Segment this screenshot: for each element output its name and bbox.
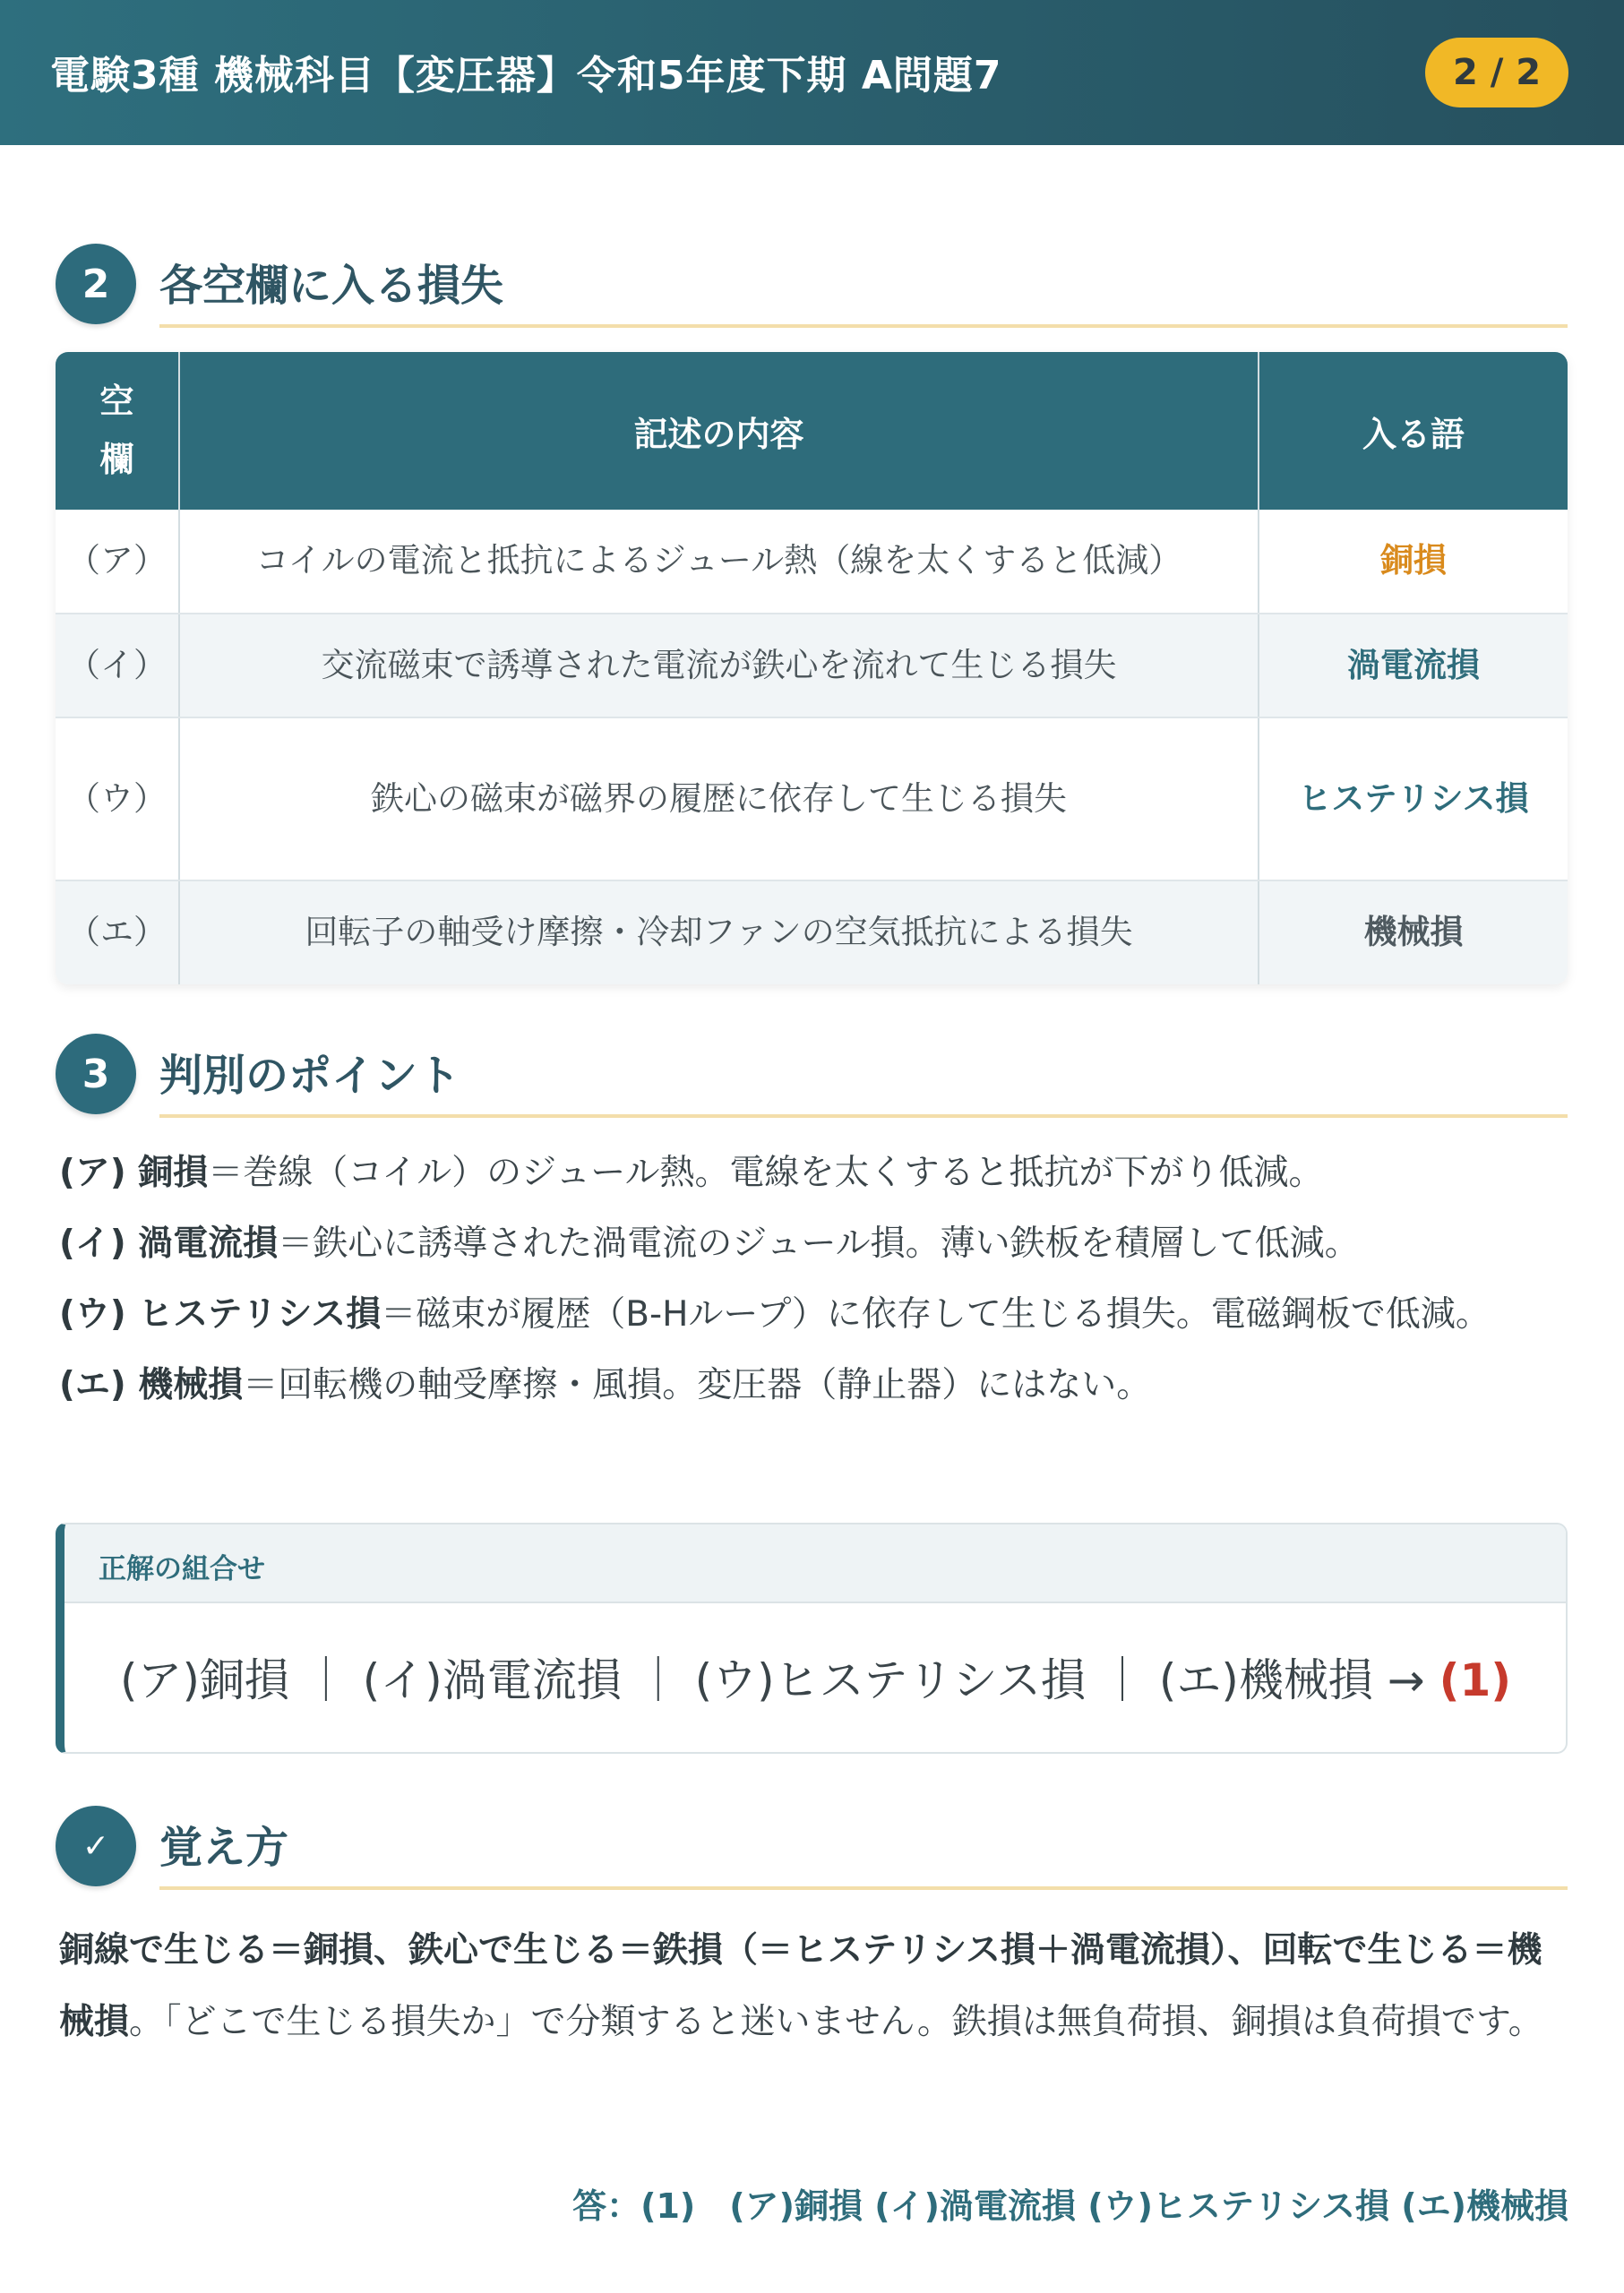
answer-combination-text: (ア)銅損 ｜ (イ)渦電流損 ｜ (ウ)ヒステリシス損 ｜ (エ)機械損 → (120, 1654, 1439, 1706)
point-text: ＝回転機の軸受摩擦・風損。変圧器（静止器）にはない。 (243, 1365, 1152, 1405)
section-title: 判別のポイント (159, 1051, 461, 1101)
point-text: ＝鉄心に誘導された渦電流のジュール損。薄い鉄板を積層して低減。 (278, 1224, 1360, 1264)
point-label: (イ) 渦電流損 (59, 1224, 279, 1264)
table-cell-word: 機械損 (1259, 880, 1568, 984)
list-item (59, 1208, 1573, 1279)
table-cell-description: 交流磁束で誘導された電流が鉄心を流れて生じる損失 (179, 614, 1259, 717)
answer-combination (64, 1603, 1566, 1709)
table-cell-word: 銅損 (1259, 510, 1568, 614)
list-item (59, 1138, 1573, 1208)
column-header-word: 入る語 (1259, 352, 1568, 510)
table-row (56, 717, 1568, 880)
loss-table (56, 352, 1568, 984)
final-answer: 答：(1) (ア)銅損 (イ)渦電流損 (ウ)ヒステリシス損 (エ)機械損 (572, 2186, 1568, 2226)
section-number-badge: 2 (56, 244, 136, 324)
list-item (59, 1350, 1573, 1421)
column-header-blank: 空欄 (56, 352, 179, 510)
check-icon: ✓ (56, 1806, 136, 1886)
list-item (59, 1279, 1573, 1350)
section-divider (159, 324, 1568, 328)
memo-text (59, 1915, 1573, 2058)
memo-bold-text: 銅線で生じる＝銅損、鉄心で生じる＝鉄損（＝ヒステリシス損＋渦電流損）、回転で生じる＝機械損 (59, 1930, 1542, 2042)
table-cell-blank: （エ） (56, 880, 179, 984)
table-cell-word: 渦電流損 (1259, 614, 1568, 717)
page-indicator-badge: 2 / 2 (1425, 38, 1568, 107)
table-header-row (56, 352, 1568, 510)
point-label: (ウ) ヒステリシス損 (59, 1294, 382, 1335)
point-text: ＝巻線（コイル）のジュール熱。電線を太くすると抵抗が下がり低減。 (208, 1153, 1324, 1193)
table-row (56, 510, 1568, 614)
answer-combination-box (56, 1523, 1568, 1754)
header-bar (0, 0, 1624, 145)
memo-heading (56, 1806, 1568, 1895)
memo-plain-text: 。「どこで生じる損失か」で分類すると迷いません。鉄損は無負荷損、銅損は負荷損です。 (129, 2002, 1543, 2042)
table-row (56, 880, 1568, 984)
page-title: 電験3種 機械科目【変圧器】令和5年度下期 A問題7 (50, 53, 1002, 99)
table-cell-description: 回転子の軸受け摩擦・冷却ファンの空気抵抗による損失 (179, 880, 1259, 984)
section-title: 各空欄に入る損失 (159, 261, 504, 311)
point-list (59, 1138, 1573, 1421)
section-divider (159, 1114, 1568, 1118)
section-divider (159, 1886, 1568, 1890)
table-cell-description: 鉄心の磁束が磁界の履歴に依存して生じる損失 (179, 717, 1259, 880)
table-cell-description: コイルの電流と抵抗によるジュール熱（線を太くすると低減） (179, 510, 1259, 614)
answer-result: (1) (1439, 1654, 1512, 1706)
point-label: (ア) 銅損 (59, 1153, 209, 1193)
section-number-badge: 3 (56, 1034, 136, 1114)
table-cell-word: ヒステリシス損 (1259, 717, 1568, 880)
table-cell-blank: （ウ） (56, 717, 179, 880)
section-title: 覚え方 (159, 1823, 289, 1873)
column-header-description: 記述の内容 (179, 352, 1259, 510)
point-label: (エ) 機械損 (59, 1365, 244, 1405)
table-cell-blank: （ア） (56, 510, 179, 614)
section-3-heading (56, 1034, 1568, 1123)
table-cell-blank: （イ） (56, 614, 179, 717)
point-text: ＝磁束が履歴（B-Hループ）に依存して生じる損失。電磁鋼板で低減。 (381, 1294, 1491, 1335)
section-2-heading (56, 244, 1568, 333)
answer-box-label: 正解の組合せ (64, 1524, 1566, 1603)
table-row (56, 614, 1568, 717)
